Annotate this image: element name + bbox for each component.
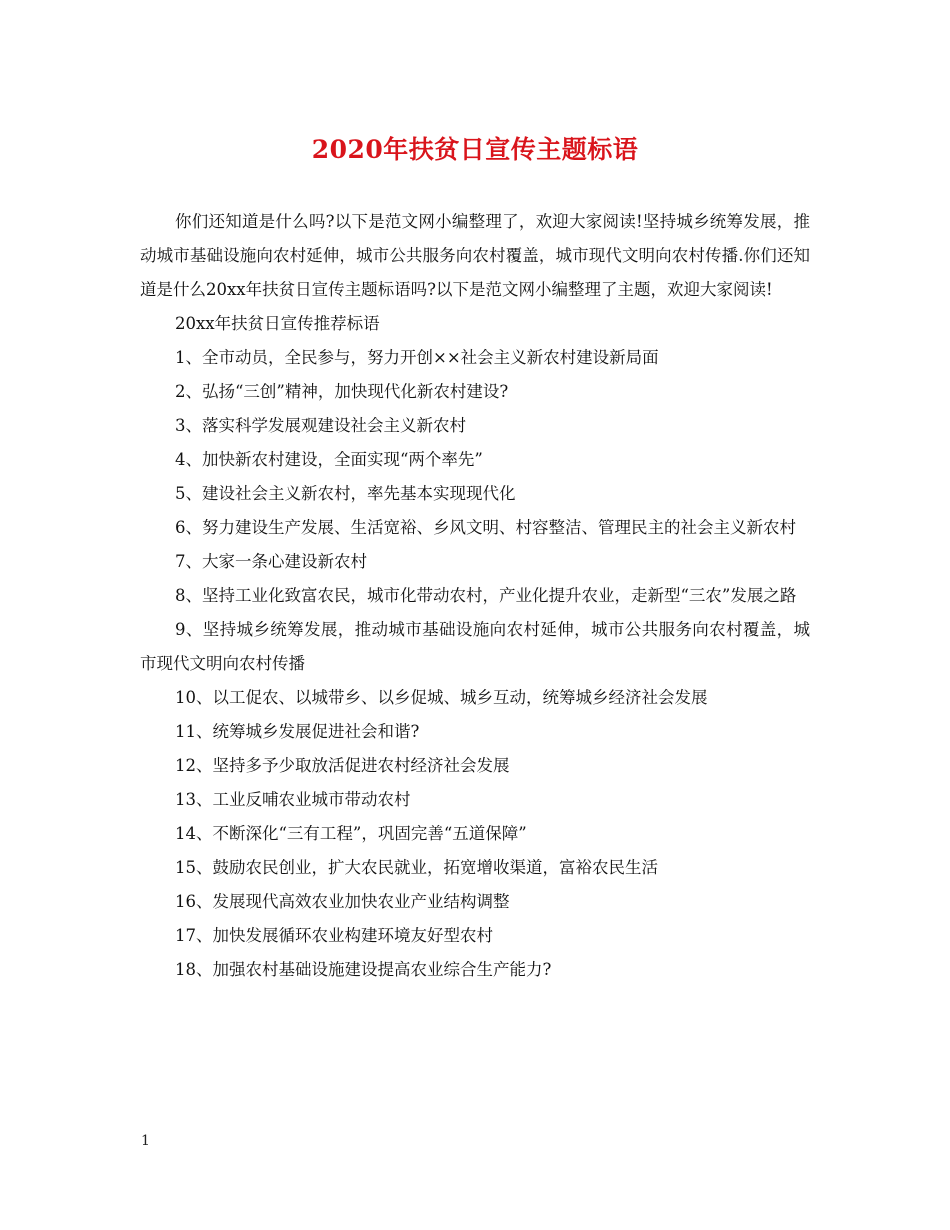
slogan-item: 13、工业反哺农业城市带动农村 <box>175 790 411 809</box>
slogan-item: 6、努力建设生产发展、生活宽裕、乡风文明、村容整洁、管理民主的社会主义新农村 <box>175 518 796 537</box>
slogan-item: 4、加快新农村建设，全面实现“两个率先” <box>175 450 483 469</box>
slogan-item: 2、弘扬“三创”精神，加快现代化新农村建设? <box>175 382 509 401</box>
slogan-item: 11、统筹城乡发展促进社会和谐? <box>175 722 420 741</box>
slogan-item: 14、不断深化“三有工程”，巩固完善“五道保障” <box>175 824 527 843</box>
slogan-item: 12、坚持多予少取放活促进农村经济社会发展 <box>175 756 510 775</box>
slogan-item: 10、以工促农、以城带乡、以乡促城、城乡互动，统筹城乡经济社会发展 <box>175 688 708 707</box>
slogan-item: 15、鼓励农民创业，扩大农民就业，拓宽增收渠道，富裕农民生活 <box>175 858 658 877</box>
slogan-item: 9、坚持城乡统筹发展，推动城市基础设施向农村延伸，城市公共服务向农村覆盖，城市现代文明向农村传播 <box>140 620 810 673</box>
document-title: 2020年扶贫日宣传主题标语 <box>311 135 639 164</box>
slogan-item: 3、落实科学发展观建设社会主义新农村 <box>175 416 466 435</box>
slogan-item: 18、加强农村基础设施建设提高农业综合生产能力? <box>175 960 552 979</box>
slogan-item: 1、全市动员，全民参与，努力开创××社会主义新农村建设新局面 <box>175 348 659 367</box>
document-body <box>140 205 810 987</box>
slogan-item: 16、发展现代高效农业加快农业产业结构调整 <box>175 892 510 911</box>
slogan-item: 5、建设社会主义新农村，率先基本实现现代化 <box>175 484 516 503</box>
slogan-item: 7、大家一条心建设新农村 <box>175 552 367 571</box>
intro-paragraph: 你们还知道是什么吗?以下是范文网小编整理了，欢迎大家阅读!坚持城乡统筹发展，推动城市基础设施向农村延伸，城市公共服务向农村覆盖，城市现代文明向农村传播.你们还知道是什么20xx年扶贫日宣传主题标语吗?以下是范文网小编整理了主题，欢迎大家阅读! <box>140 212 810 299</box>
slogan-item: 8、坚持工业化致富农民，城市化带动农村，产业化提升农业，走新型“三农”发展之路 <box>175 586 797 605</box>
page-number: 1 <box>141 1133 150 1149</box>
slogan-item: 17、加快发展循环农业构建环境友好型农村 <box>175 926 493 945</box>
section-heading: 20xx年扶贫日宣传推荐标语 <box>175 314 380 333</box>
